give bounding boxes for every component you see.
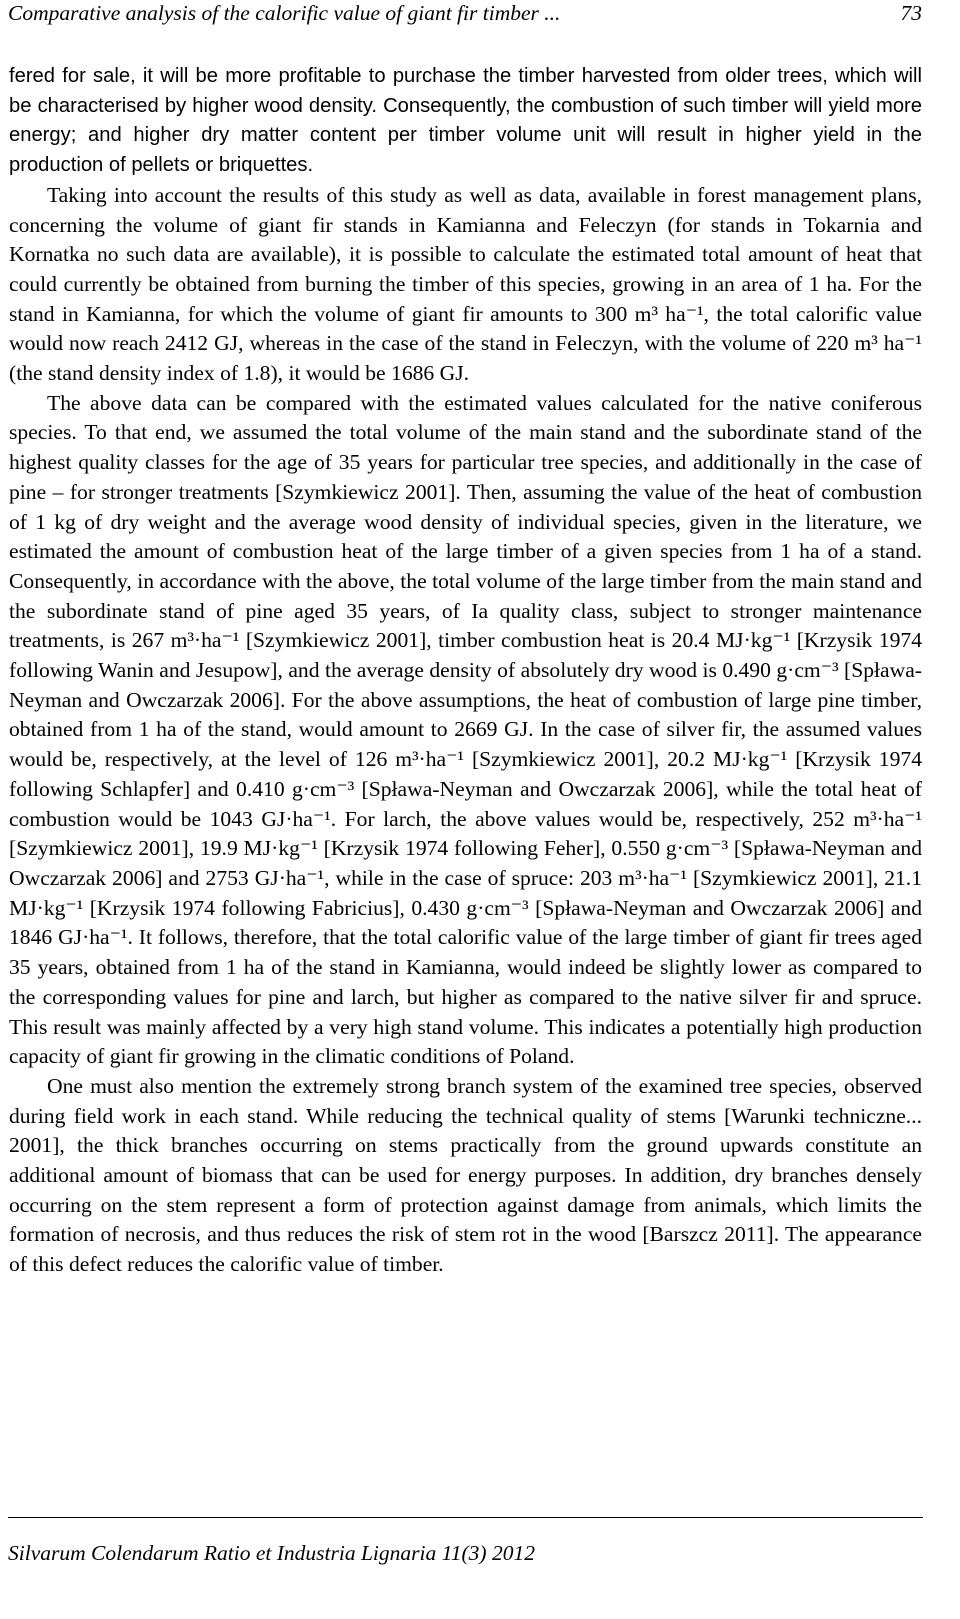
running-header xyxy=(8,0,922,26)
paragraph-continuation: fered for sale, it will be more profitable to purchase the timber harvested from older trees, which will be characterised by higher wood density. Consequently, the combustion of such timber will yield more energy; and higher dry matter content per timber volume unit will result in higher yield in the production of pellets or briquettes. xyxy=(9,65,922,177)
running-title: Comparative analysis of the calorific value of giant fir timber ... xyxy=(8,1,561,25)
paragraph-species-comparison: The above data can be compared with the estimated values calculated for the native coniferous species. To that end, we assumed the total volume of the main stand and the subordinate stand of the highest quality classes for the age of 35 years for particular tree species, and additionally in the case of pine – for stronger treatments [Szymkiewicz 2001]. Then, assuming the value of the heat of combustion of 1 kg of dry weight and the average wood density of individual species, given in the literature, we estimated the amount of combustion heat of the large timber of a given species from 1 ha of a stand. Consequently, in accordance with the above, the total volume of the large timber from the main stand and the subordinate stand of pine aged 35 years, of Ia quality class, subject to stronger maintenance treatments, is 267 m³·ha⁻¹ [Szymkiewicz 2001], timber combustion heat is 20.4 MJ·kg⁻¹ [Krzysik 1974 following Wanin and Jesupow], and the average density of absolutely dry wood is 0.490 g·cm⁻³ [Spława-Neyman and Owczarzak 2006]. For the above assumptions, the heat of combustion of large pine timber, obtained from 1 ha of the stand, would amount to 2669 GJ. In the case of silver fir, the assumed values would be, respectively, at the level of 126 m³·ha⁻¹ [Szymkiewicz 2001], 20.2 MJ·kg⁻¹ [Krzysik 1974 following Schlapfer] and 0.410 g·cm⁻³ [Spława-Neyman and Owczarzak 2006], while the total heat of combustion would be 1043 GJ·ha⁻¹. For larch, the above values would be, respectively, 252 m³·ha⁻¹ [Szymkiewicz 2001], 19.9 MJ·kg⁻¹ [Krzysik 1974 following Feher], 0.550 g·cm⁻³ [Spława-Neyman and Owczarzak 2006] and 2753 GJ·ha⁻¹, while in the case of spruce: 203 m³·ha⁻¹ [Szymkiewicz 2001], 21.1 MJ·kg⁻¹ [Krzysik 1974 following Fabricius], 0.430 g·cm⁻³ [Spława-Neyman and Owczarzak 2006] and 1846 GJ·ha⁻¹. It follows, therefore, that the total calorific value of the large timber of giant fir trees aged 35 years, obtained from 1 ha of the stand in Kamianna, would indeed be slightly lower as compared to the corresponding values for pine and larch, but higher as compared to the native silver fir and spruce. This result was mainly affected by a very high stand volume. This indicates a potentially high production capacity of giant fir growing in the climatic conditions of Poland. xyxy=(9,390,922,1069)
page-number: 73 xyxy=(900,1,922,25)
paragraph-branch-system: One must also mention the extremely strong branch system of the examined tree species, observed during field work in each stand. While reducing the technical quality of stems [Warunki techniczne... 2001], the thick branches occurring on stems practically from the ground upwards constitute an additional amount of biomass that can be used for energy purposes. In addition, dry branches densely occurring on the stem represent a form of protection against damage from animals, which limits the formation of necrosis, and thus reduces the risk of stem rot in the wood [Barszcz 2011]. The appearance of this defect reduces the calorific value of timber. xyxy=(9,1073,922,1277)
article-body xyxy=(9,62,922,1280)
journal-footer: Silvarum Colendarum Ratio et Industria Lignaria 11(3) 2012 xyxy=(8,1541,535,1565)
footer-divider xyxy=(8,1517,923,1518)
paragraph-heat-estimate: Taking into account the results of this study as well as data, available in forest management plans, concerning the volume of giant fir stands in Kamianna and Feleczyn (for stands in Tokarnia and Kornatka no such data are available), it is possible to calculate the estimated total amount of heat that could currently be obtained from burning the timber of this species, growing in an area of 1 ha. For the stand in Kamianna, for which the volume of giant fir amounts to 300 m³ ha⁻¹, the total calorific value would now reach 2412 GJ, whereas in the case of the stand in Feleczyn, with the volume of 220 m³ ha⁻¹ (the stand density index of 1.8), it would be 1686 GJ. xyxy=(9,182,922,386)
